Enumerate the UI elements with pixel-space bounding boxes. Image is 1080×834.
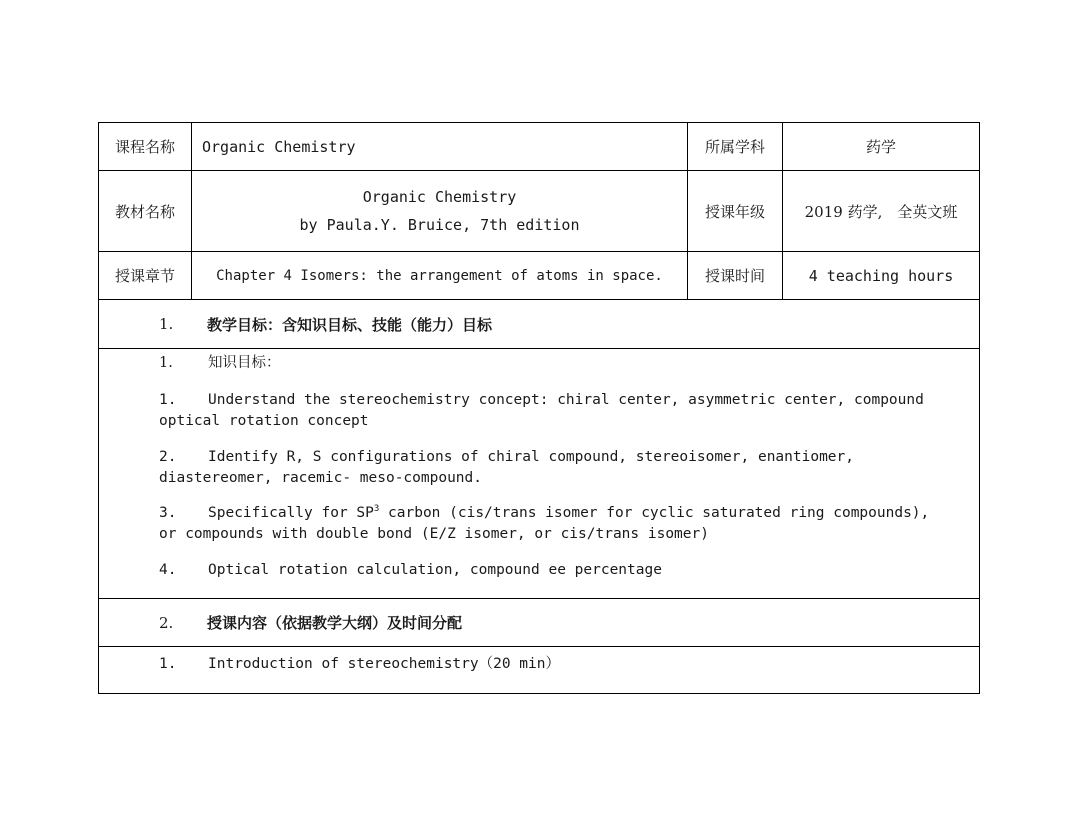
item-number: 2. <box>159 449 177 465</box>
item-number: 1. <box>159 656 177 672</box>
item-number: 3. <box>159 505 177 521</box>
course-name-label: 课程名称 <box>114 138 175 156</box>
section1-heading <box>159 300 492 348</box>
section2-heading <box>159 599 462 646</box>
sub-title: 知识目标： <box>208 355 281 371</box>
item-number: 1. <box>159 392 177 408</box>
textbook-value <box>192 171 687 251</box>
list-item <box>159 560 949 581</box>
item-text: Optical rotation calculation, compound ee percentage <box>208 562 662 578</box>
item-text: Specifically for SP <box>208 505 374 521</box>
grade-value: 2019 药学, 全英文班 <box>804 202 958 221</box>
section1-number: 1. <box>159 315 174 333</box>
list-item <box>159 654 949 675</box>
section2-number: 2. <box>159 613 174 632</box>
section2-title: 授课内容（依据教学大纲）及时间分配 <box>207 614 463 632</box>
row-divider <box>99 646 979 647</box>
item-text-cont: carbon (cis/trans isomer for cyclic saturated ring compounds), or compounds with double bond (E/Z isomer, or cis/trans isomer) <box>159 505 930 542</box>
textbook-title: Organic Chemistry <box>362 188 517 206</box>
section1-title: 教学目标：含知识目标、技能（能力）目标 <box>207 315 493 334</box>
grade-label: 授课年级 <box>704 202 765 221</box>
lesson-plan-table <box>98 122 980 694</box>
list-item <box>159 390 949 432</box>
sub-number: 1. <box>159 355 173 371</box>
knowledge-goals-heading <box>159 353 949 374</box>
course-name-value: Organic Chemistry <box>202 137 356 156</box>
textbook-label: 教材名称 <box>114 202 175 221</box>
superscript: 3 <box>373 504 380 515</box>
textbook-author: by Paula.Y. Bruice, 7th edition <box>299 216 580 234</box>
time-value: 4 teaching hours <box>808 266 954 285</box>
subject-label: 所属学科 <box>704 138 765 156</box>
time-label: 授课时间 <box>704 267 765 285</box>
chapter-value: Chapter 4 Isomers: the arrangement of atoms in space. <box>216 267 663 284</box>
subject-value: 药学 <box>865 138 896 156</box>
item-text: Introduction of stereochemistry（20 min） <box>208 656 561 672</box>
chapter-label: 授课章节 <box>114 267 175 285</box>
list-item <box>159 447 949 489</box>
list-item <box>159 503 949 545</box>
item-number: 4. <box>159 562 177 578</box>
item-text: Identify R, S configurations of chiral compound, stereoisomer, enantiomer, diastereomer, racemic- meso-compound. <box>159 449 855 486</box>
item-text: Understand the stereochemistry concept: chiral center, asymmetric center, compound optical rotation concept <box>159 392 924 429</box>
row-divider <box>99 348 979 349</box>
